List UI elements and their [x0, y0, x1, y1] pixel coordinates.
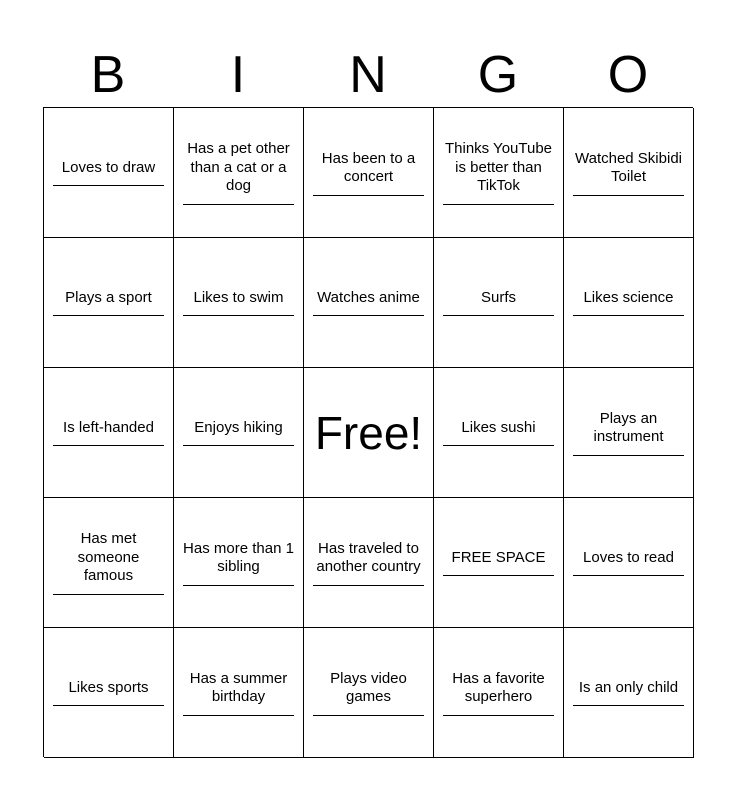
cell-label: Watches anime [317, 288, 420, 306]
signature-line [53, 315, 164, 316]
bingo-cell[interactable] [434, 368, 564, 498]
signature-line [573, 705, 684, 706]
signature-line [183, 585, 294, 586]
cell-label: Plays an instrument [593, 409, 664, 445]
signature-line [313, 195, 424, 196]
bingo-cell[interactable] [44, 498, 174, 628]
bingo-cell[interactable] [304, 108, 434, 238]
bingo-cell[interactable] [434, 108, 564, 238]
cell-label: Thinks YouTube is better than TikTok [444, 140, 553, 195]
bingo-cell[interactable] [304, 628, 434, 758]
signature-line [53, 185, 164, 186]
signature-line [53, 705, 164, 706]
cell-label: Plays video games [330, 669, 407, 705]
signature-line [443, 575, 554, 576]
bingo-cell[interactable] [174, 108, 304, 238]
cell-label: Enjoys hiking [194, 418, 283, 436]
cell-label: Is left-handed [63, 418, 154, 436]
signature-line [443, 315, 554, 316]
cell-label: Likes sushi [461, 418, 536, 436]
cell-label: Likes science [583, 288, 674, 306]
bingo-cell[interactable] [564, 628, 694, 758]
signature-line [573, 195, 684, 196]
signature-line [443, 715, 554, 716]
bingo-cell[interactable] [564, 368, 694, 498]
bingo-cell[interactable] [564, 108, 694, 238]
bingo-cell[interactable] [434, 628, 564, 758]
cell-label: Has a summer birthday [189, 669, 288, 705]
cell-label: Has traveled to another country [316, 539, 421, 575]
bingo-cell[interactable] [44, 108, 174, 238]
cell-label: Watched Skibidi Toilet [575, 149, 682, 185]
bingo-cell[interactable] [304, 498, 434, 628]
cell-label: Likes sports [68, 678, 149, 696]
header-letter-b: B [90, 46, 126, 104]
bingo-cell[interactable] [434, 498, 564, 628]
signature-line [573, 315, 684, 316]
bingo-header [43, 46, 693, 104]
bingo-cell[interactable] [44, 368, 174, 498]
bingo-cell[interactable] [174, 238, 304, 368]
bingo-cell[interactable] [304, 238, 434, 368]
cell-label: Loves to read [583, 548, 674, 566]
signature-line [183, 204, 294, 205]
header-letter-g: G [477, 46, 519, 104]
header-letter-o: O [607, 46, 649, 104]
bingo-cell[interactable] [44, 238, 174, 368]
header-letter-i: I [230, 46, 246, 104]
bingo-cell[interactable] [434, 238, 564, 368]
signature-line [313, 715, 424, 716]
cell-label: Loves to draw [61, 158, 156, 176]
signature-line [443, 445, 554, 446]
bingo-cell[interactable] [44, 628, 174, 758]
cell-label: Is an only child [578, 678, 679, 696]
cell-label: Plays a sport [65, 288, 152, 306]
bingo-cell[interactable] [564, 498, 694, 628]
signature-line [573, 575, 684, 576]
signature-line [53, 445, 164, 446]
bingo-cell[interactable] [174, 628, 304, 758]
cell-label: Likes to swim [193, 288, 284, 306]
cell-label: FREE SPACE [451, 548, 546, 566]
signature-line [183, 715, 294, 716]
signature-line [183, 315, 294, 316]
signature-line [53, 594, 164, 595]
bingo-cell[interactable] [174, 498, 304, 628]
cell-label: Has a favorite superhero [452, 669, 545, 705]
cell-label: Surfs [480, 288, 516, 306]
bingo-grid [43, 107, 693, 757]
signature-line [573, 455, 684, 456]
bingo-cell[interactable] [564, 238, 694, 368]
signature-line [443, 204, 554, 205]
cell-label: Has met someone famous [77, 530, 140, 585]
bingo-cell[interactable] [174, 368, 304, 498]
cell-label: Has been to a concert [321, 149, 416, 185]
cell-label: Has a pet other than a cat or a dog [187, 140, 290, 195]
header-letter-n: N [349, 46, 387, 104]
free-label: Free! [314, 406, 423, 459]
signature-line [183, 445, 294, 446]
signature-line [313, 585, 424, 586]
cell-label: Has more than 1 sibling [183, 539, 294, 575]
free-cell[interactable] [304, 368, 434, 498]
signature-line [313, 315, 424, 316]
